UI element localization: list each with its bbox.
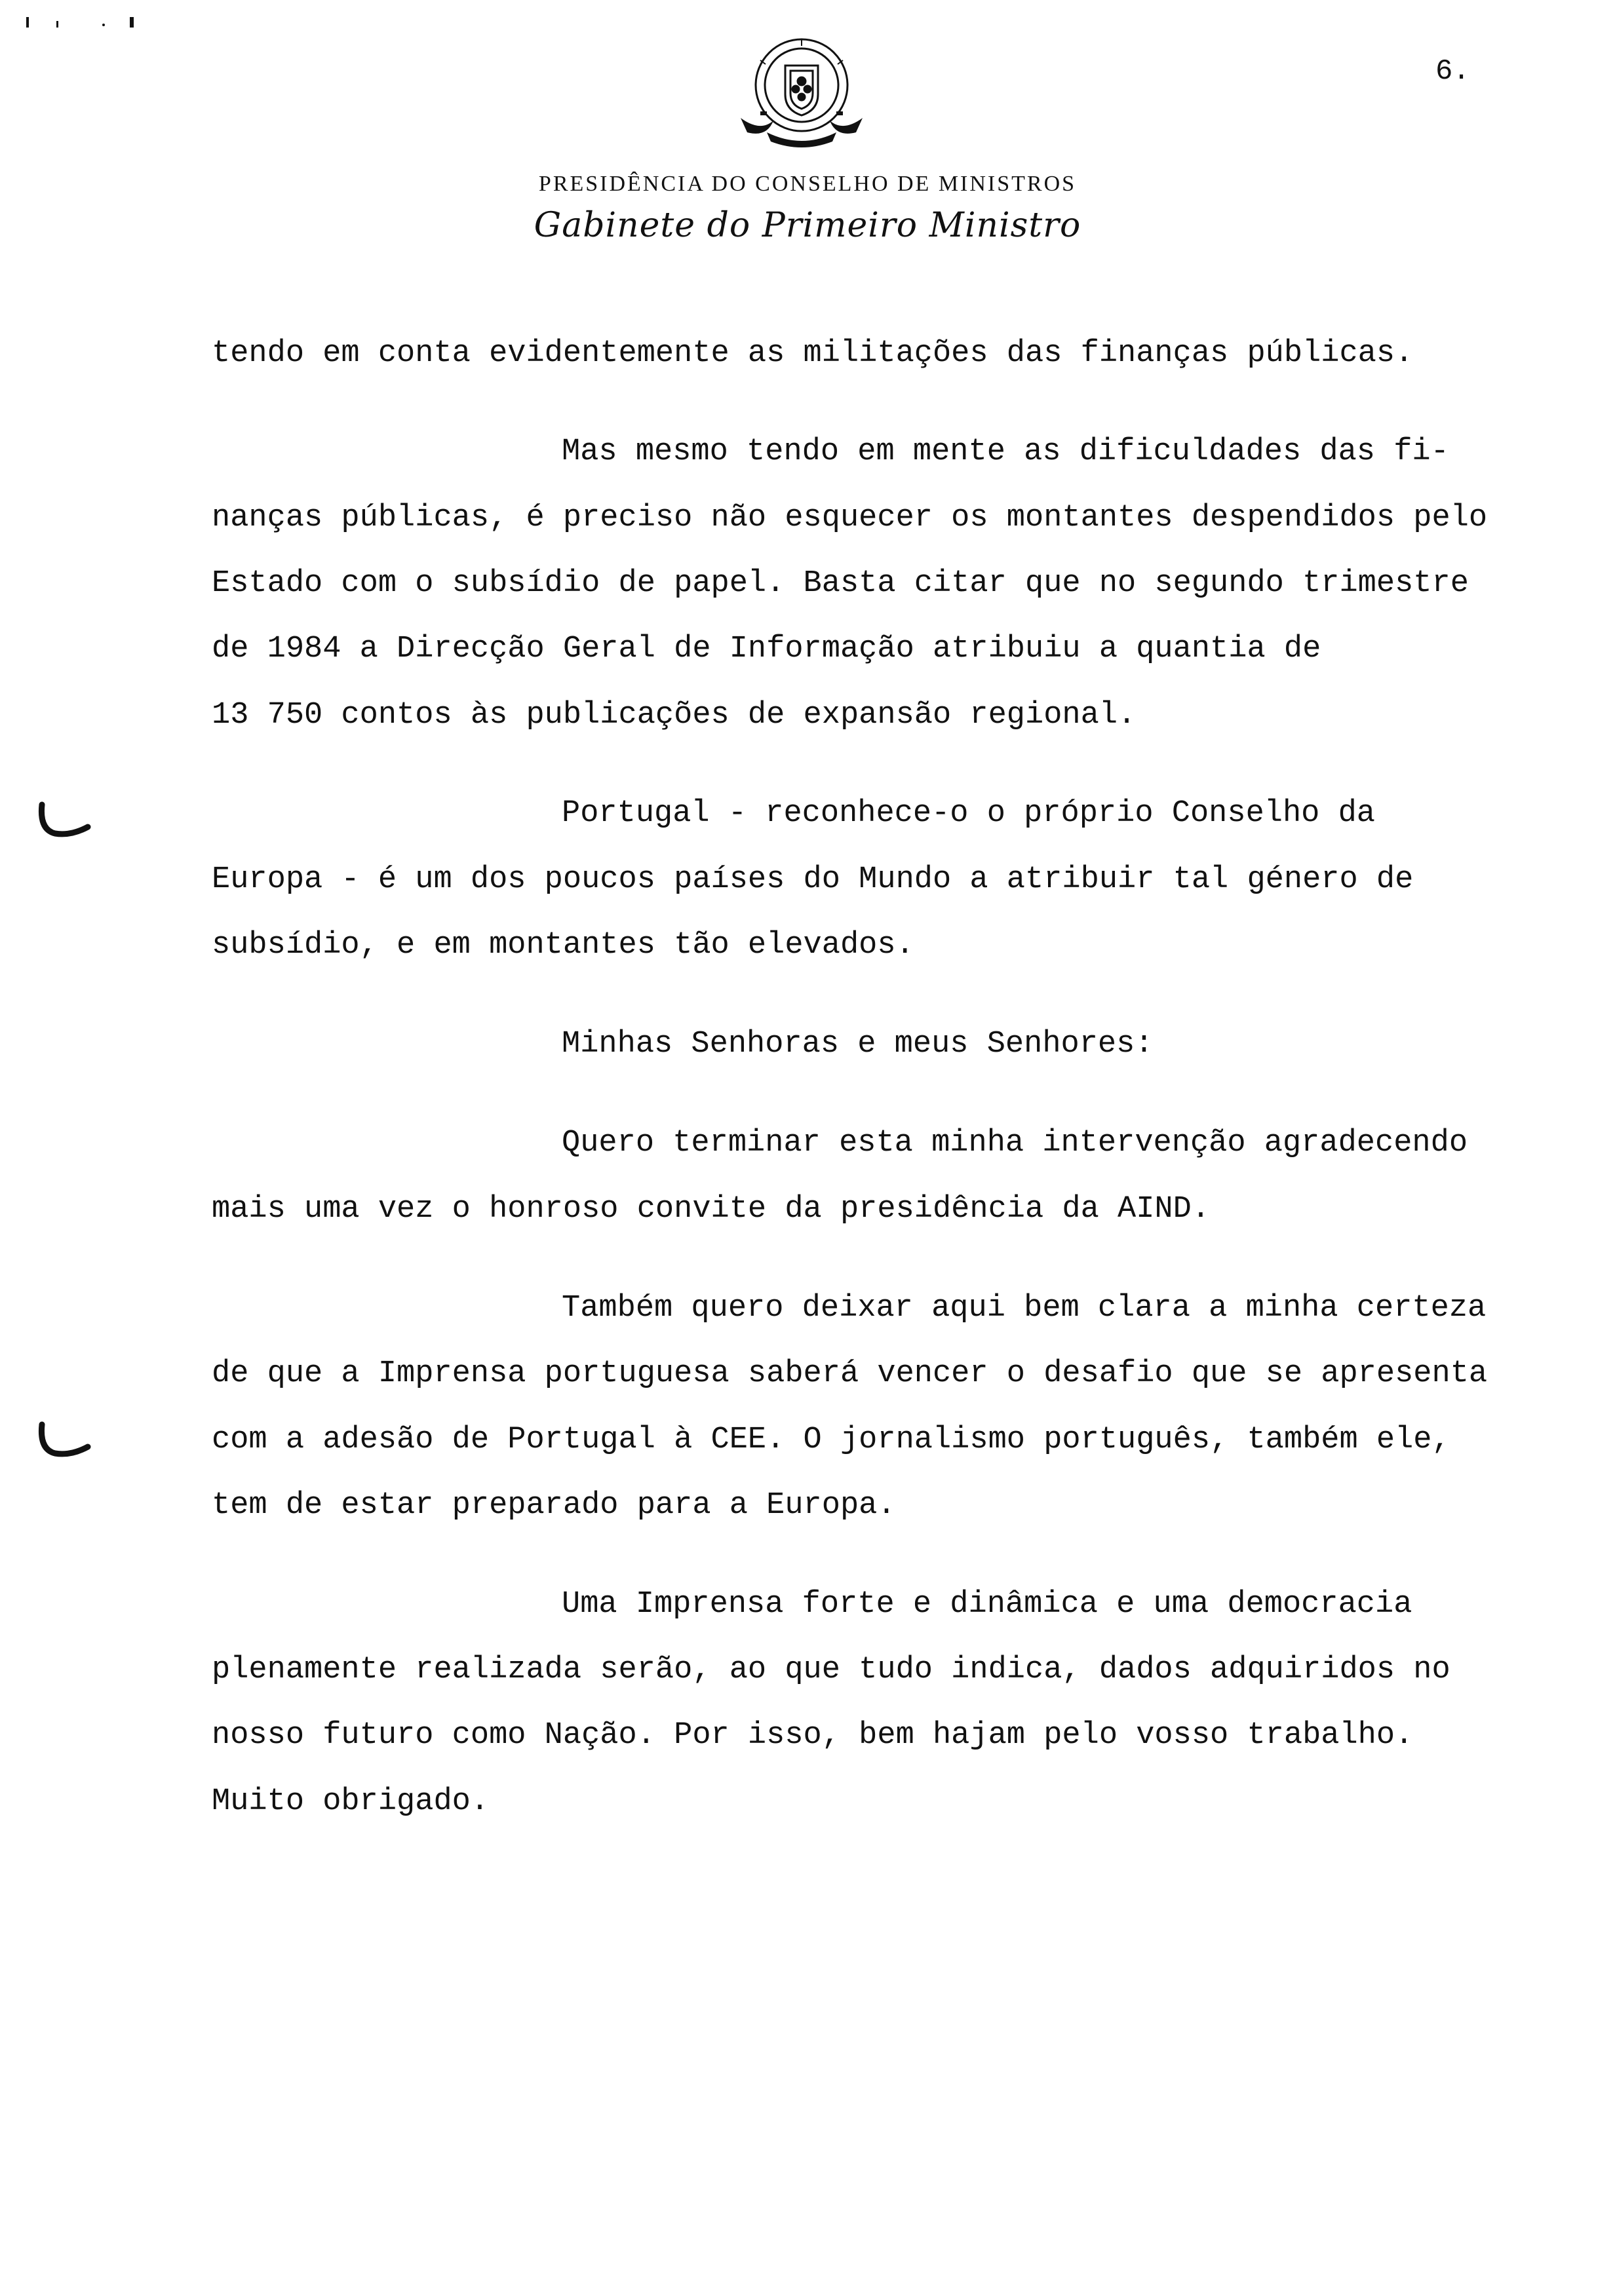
text-line: de que a Imprensa portuguesa saberá vencer o desafio que se apresenta <box>212 1356 1488 1391</box>
text-line: Também quero deixar aqui bem clara a minha certeza <box>562 1291 1487 1326</box>
text-line: Portugal - reconhece-o o próprio Conselho da <box>562 796 1376 831</box>
letterhead-office: Gabinete do Primeiro Ministro <box>534 206 1081 245</box>
text-line: Muito obrigado. <box>212 1784 490 1819</box>
text-line: plenamente realizada serão, ao que tudo indica, dados adquiridos no <box>212 1653 1450 1687</box>
text-line: Mas mesmo tendo em mente as dificuldades das fi- <box>562 434 1449 469</box>
check-mark-icon <box>38 801 92 837</box>
text-line: Europa - é um dos poucos países do Mundo a atribuir tal género de <box>212 862 1414 897</box>
text-line: subsídio, e em montantes tão elevados. <box>212 928 914 963</box>
text-line: Minhas Senhoras e meus Senhores: <box>562 1027 1154 1062</box>
text-line: Estado com o subsídio de papel. Basta citar que no segundo trimestre <box>212 566 1469 601</box>
text-line: tem de estar preparado para a Europa. <box>212 1488 896 1523</box>
text-line: nanças públicas, é preciso não esquecer os montantes despendidos pelo <box>212 501 1488 535</box>
coat-of-arms-icon <box>734 34 869 153</box>
text-line: mais uma vez o honroso convite da presidência da AIND. <box>212 1192 1211 1227</box>
text-line: tendo em conta evidentemente as militações das finanças públicas. <box>212 336 1414 371</box>
page-number: 6. <box>1435 55 1470 88</box>
text-line: Quero terminar esta minha intervenção agradecendo <box>562 1126 1468 1160</box>
text-line: 13 750 contos às publicações de expansão regional. <box>212 698 1137 733</box>
text-line: com a adesão de Portugal à CEE. O jornalismo português, também ele, <box>212 1423 1450 1457</box>
text-line: de 1984 a Direcção Geral de Informação atribuiu a quantia de <box>212 632 1321 666</box>
scan-specks <box>25 12 156 38</box>
letterhead-institution: PRESIDÊNCIA DO CONSELHO DE MINISTROS <box>538 172 1077 196</box>
check-mark-icon <box>38 1421 92 1457</box>
text-line: Uma Imprensa forte e dinâmica e uma democracia <box>562 1587 1412 1622</box>
text-line: nosso futuro como Nação. Por isso, bem hajam pelo vosso trabalho. <box>212 1718 1414 1753</box>
